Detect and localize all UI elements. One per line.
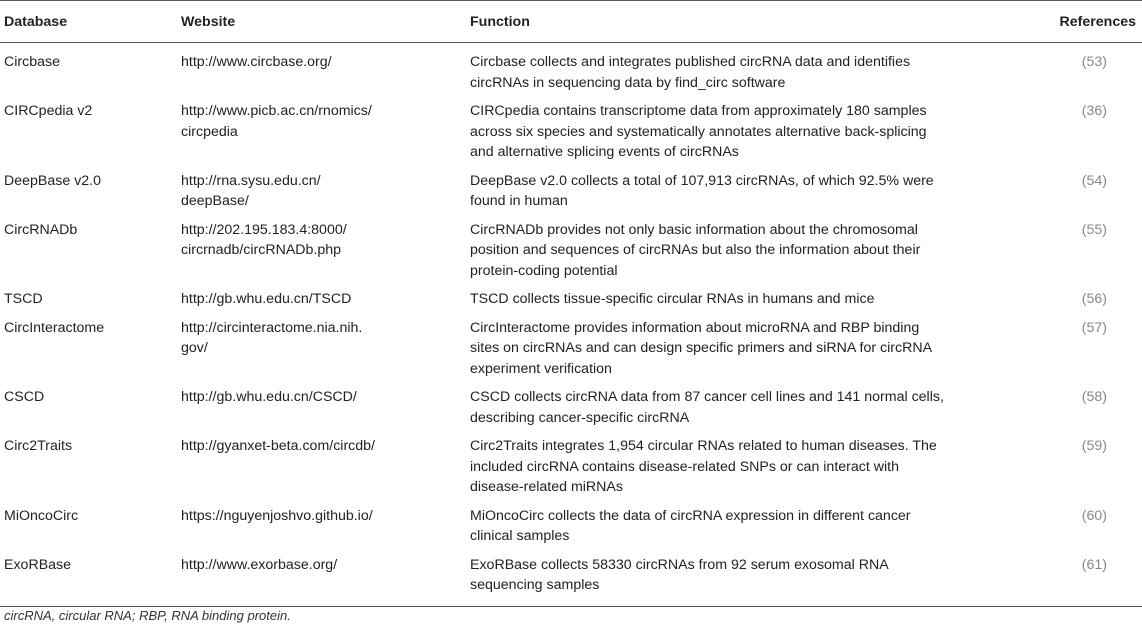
cell-website[interactable] xyxy=(179,548,467,607)
function-text-line: sequencing samples xyxy=(470,577,600,593)
website-link-line[interactable]: deepBase/ xyxy=(181,193,249,209)
cell-website[interactable] xyxy=(179,499,467,548)
table-row xyxy=(0,548,1142,607)
table-row xyxy=(0,164,1142,213)
cell-function xyxy=(467,499,1027,548)
website-link-line[interactable]: circpedia xyxy=(181,123,238,140)
function-text-line: found in human xyxy=(470,193,568,209)
website-link-line[interactable]: http://gb.whu.edu.cn/CSCD/ xyxy=(181,389,357,405)
cell-reference[interactable]: (60) xyxy=(1081,507,1107,524)
cell-database: DeepBase v2.0 xyxy=(4,172,102,189)
function-text-line: disease-related miRNAs xyxy=(470,479,623,495)
cell-website[interactable] xyxy=(179,429,467,499)
function-text-line: sites on circRNAs and can design specific primers and siRNA for circRNA xyxy=(470,340,933,356)
function-text-line: clinical samples xyxy=(470,528,570,544)
cell-website[interactable] xyxy=(179,94,467,164)
cell-reference[interactable]: (53) xyxy=(1081,54,1107,70)
function-text-line: position and sequences of circRNAs but also the information about their xyxy=(470,242,921,258)
website-link-line[interactable]: http://www.exorbase.org/ xyxy=(181,556,338,573)
cell-function xyxy=(467,429,1027,499)
header-website: Website xyxy=(181,14,236,30)
cell-website[interactable] xyxy=(179,43,467,95)
table-body xyxy=(0,43,1142,607)
website-link-line[interactable]: http://rna.sysu.edu.cn/ xyxy=(181,172,321,189)
cell-website[interactable] xyxy=(179,164,467,213)
cell-reference[interactable]: (36) xyxy=(1081,103,1107,119)
function-text-line: describing cancer-specific circRNA xyxy=(470,409,690,426)
function-text-line: ExoRBase collects 58330 circRNAs from 92 serum exosomal RNA xyxy=(470,556,889,573)
cell-database: CSCD xyxy=(4,389,45,405)
table-row xyxy=(0,94,1142,164)
function-text-line: DeepBase v2.0 collects a total of 107,913 circRNAs, of which 92.5% were xyxy=(470,172,934,189)
function-text-line: and alternative splicing events of circRNAs xyxy=(470,144,739,160)
website-link-line[interactable]: http://www.circbase.org/ xyxy=(181,54,332,70)
cell-database: CircRNADb xyxy=(4,221,78,238)
cell-website[interactable] xyxy=(179,380,467,429)
function-text-line: CircInteractome provides information about microRNA and RBP binding xyxy=(470,319,920,336)
website-link-line[interactable]: http://gyanxet-beta.com/circdb/ xyxy=(181,438,375,454)
function-text-line: circRNAs in sequencing data by find_circ software xyxy=(470,74,786,91)
website-link-line[interactable]: http://circinteractome.nia.nih. xyxy=(181,319,363,336)
cell-database: CIRCpedia v2 xyxy=(4,103,93,119)
cell-reference[interactable]: (55) xyxy=(1081,221,1107,238)
table-row xyxy=(0,499,1142,548)
function-text-line: MiOncoCirc collects the data of circRNA expression in different cancer xyxy=(470,507,911,524)
cell-database: MiOncoCirc xyxy=(4,507,79,524)
function-text-line: Circbase collects and integrates published circRNA data and identifies xyxy=(470,54,911,70)
function-text-line: CircRNADb provides not only basic information about the chromosomal xyxy=(470,221,918,238)
function-text-line: across six species and systematically annotates alternative back-splicing xyxy=(470,123,927,140)
website-link-line[interactable]: http://gb.whu.edu.cn/TSCD xyxy=(181,291,352,307)
table-footnote: circRNA, circular RNA; RBP, RNA binding protein. xyxy=(4,608,291,623)
cell-database: TSCD xyxy=(4,291,43,307)
function-text-line: protein-coding potential xyxy=(470,262,618,279)
website-link-line[interactable]: http://202.195.183.4:8000/ xyxy=(181,221,347,238)
cell-database: ExoRBase xyxy=(4,556,72,573)
cell-reference[interactable]: (56) xyxy=(1081,291,1107,307)
cell-database: CircInteractome xyxy=(4,319,105,336)
cell-function xyxy=(467,43,1027,95)
website-link-line[interactable]: circrnadb/circRNADb.php xyxy=(181,242,342,258)
cell-reference[interactable]: (57) xyxy=(1081,319,1107,336)
cell-function xyxy=(467,164,1027,213)
table-row xyxy=(0,429,1142,499)
website-link-line[interactable]: gov/ xyxy=(181,340,208,356)
cell-reference[interactable]: (61) xyxy=(1081,556,1107,573)
cell-reference[interactable]: (59) xyxy=(1081,438,1107,454)
header-database: Database xyxy=(4,14,68,30)
header-references: References xyxy=(1059,14,1136,30)
website-link-line[interactable]: http://www.picb.ac.cn/rnomics/ xyxy=(181,103,372,119)
cell-function xyxy=(467,282,1027,311)
function-text-line: TSCD collects tissue-specific circular RNAs in humans and mice xyxy=(470,291,875,307)
cell-website[interactable] xyxy=(179,213,467,283)
table-row xyxy=(0,213,1142,283)
cell-database: Circbase xyxy=(4,54,60,70)
cell-reference[interactable]: (54) xyxy=(1081,172,1107,189)
cell-function xyxy=(467,380,1027,429)
cell-function xyxy=(467,94,1027,164)
cell-function xyxy=(467,213,1027,283)
cell-function xyxy=(467,311,1027,381)
function-text-line: CIRCpedia contains transcriptome data from approximately 180 samples xyxy=(470,103,927,119)
table-row xyxy=(0,311,1142,381)
website-link-line[interactable]: https://nguyenjoshvo.github.io/ xyxy=(181,507,373,524)
function-text-line: Circ2Traits integrates 1,954 circular RNAs related to human diseases. The xyxy=(470,438,937,454)
function-text-line: included circRNA contains disease-related SNPs or can interact with xyxy=(470,458,899,475)
table-row xyxy=(0,380,1142,429)
table-row xyxy=(0,282,1142,311)
table-row xyxy=(0,43,1142,95)
cell-website[interactable] xyxy=(179,311,467,381)
header-function: Function xyxy=(470,14,530,30)
function-text-line: CSCD collects circRNA data from 87 cancer cell lines and 141 normal cells, xyxy=(470,389,944,405)
table-header-row xyxy=(0,1,1142,43)
cell-database: Circ2Traits xyxy=(4,438,73,454)
cell-function xyxy=(467,548,1027,607)
function-text-line: experiment verification xyxy=(470,360,612,377)
cell-reference[interactable]: (58) xyxy=(1081,389,1107,405)
cell-website[interactable] xyxy=(179,282,467,311)
